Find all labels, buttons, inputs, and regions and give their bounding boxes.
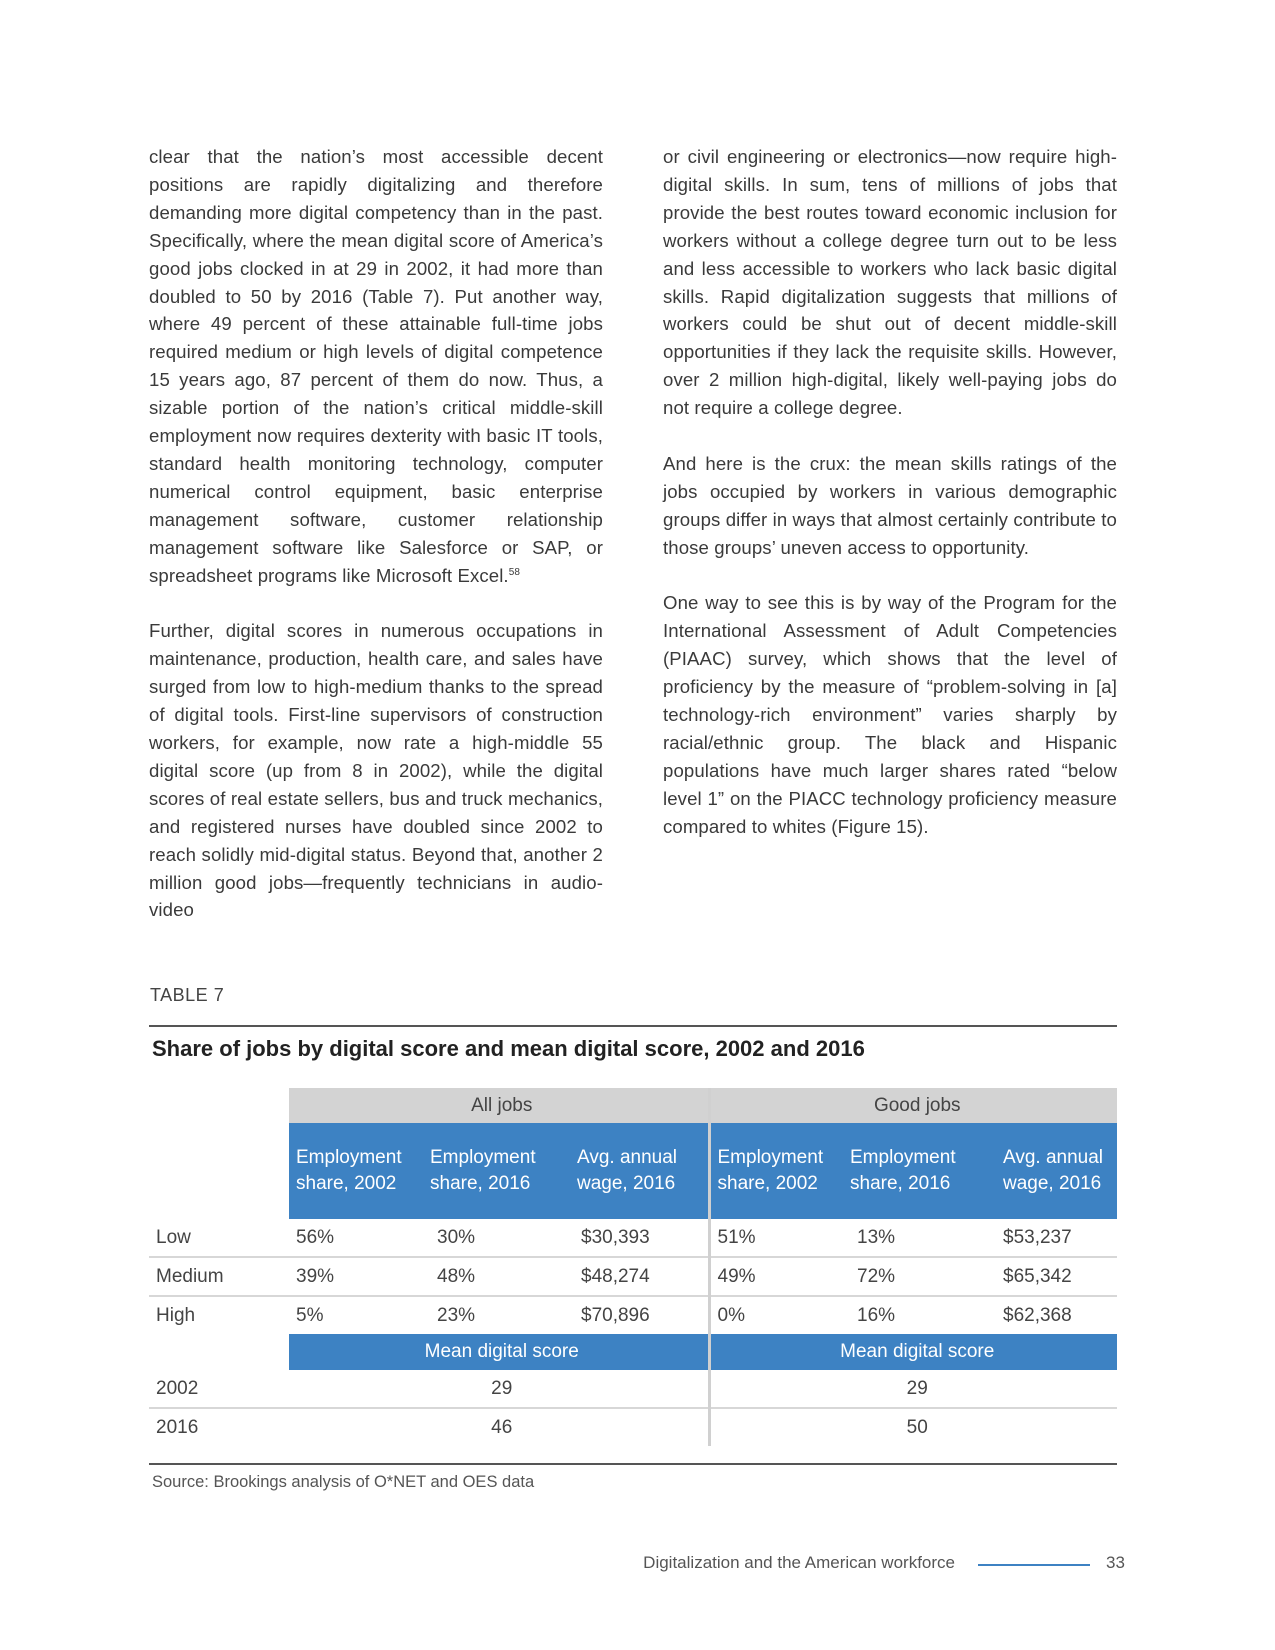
page-number: 33: [1106, 1553, 1125, 1572]
cell: 29: [289, 1370, 709, 1408]
paragraph: And here is the crux: the mean skills ratings of the jobs occupied by workers in various demographic groups differ in ways that almost certainly contribute to those groups’ uneven access to opportunity.: [663, 452, 1117, 558]
right-column: [663, 143, 1117, 869]
footnote-ref: 58: [508, 566, 521, 578]
group-header: Good jobs: [709, 1088, 1117, 1123]
cell: 72%: [843, 1257, 989, 1296]
column-header-row: [149, 1123, 1117, 1219]
table-source: Source: Brookings analysis of O*NET and OES data: [152, 1473, 535, 1491]
paragraph: [149, 143, 603, 590]
table-row: [149, 1370, 1117, 1408]
cell: $48,274: [563, 1257, 709, 1296]
column-header: Employment share, 2016: [423, 1123, 563, 1219]
footer-title: Digitalization and the American workforce: [643, 1553, 955, 1572]
cell: $65,342: [989, 1257, 1117, 1296]
table-row: [149, 1257, 1117, 1296]
mean-header: Mean digital score: [289, 1334, 709, 1370]
page-footer: [0, 1553, 1275, 1577]
cell: 46: [491, 1416, 513, 1438]
table-row: [149, 1296, 1117, 1334]
footer-rule: [978, 1564, 1090, 1566]
table-label: TABLE 7: [150, 985, 225, 1005]
cell: 50: [709, 1408, 1117, 1446]
cell: 56%: [289, 1219, 423, 1257]
cell: 49%: [709, 1257, 843, 1296]
row-label: Medium: [149, 1257, 289, 1296]
column-header: Avg. annual wage, 2016: [563, 1123, 709, 1219]
cell: $62,368: [1003, 1304, 1072, 1326]
cell: 48%: [423, 1257, 563, 1296]
data-table: [149, 1088, 1117, 1446]
row-label: Low: [149, 1219, 289, 1257]
cell: 23%: [437, 1304, 476, 1326]
cell: 0%: [709, 1296, 843, 1334]
cell: 5%: [296, 1304, 324, 1326]
row-label: 2002: [149, 1370, 289, 1408]
mean-header: Mean digital score: [709, 1334, 1117, 1370]
paragraph: One way to see this is by way of the Program for the International Assessment of Adult Competencies (PIAAC) survey, which shows that the level of proficiency by the measure of “problem-solving in [a] technology-rich environment” varies sharply by racial/ethnic group. The black and Hispanic populations have much larger shares rated “below level 1” on the PIACC technology proficiency measure compared to whites (Figure 15).: [663, 592, 1117, 837]
group-header-row: [149, 1088, 1117, 1123]
table-row: [149, 1219, 1117, 1257]
table-title: Share of jobs by digital score and mean digital score, 2002 and 2016: [152, 1036, 865, 1061]
column-header: Employment share, 2002: [289, 1123, 423, 1219]
row-label: High: [156, 1304, 196, 1326]
divider: [149, 1025, 1117, 1027]
group-header: All jobs: [289, 1088, 709, 1123]
cell: $53,237: [989, 1219, 1117, 1257]
left-column: [149, 143, 603, 952]
table-row: [149, 1408, 1117, 1446]
paragraph: or civil engineering or electronics—now require high-digital skills. In sum, tens of millions of jobs that provide the best routes toward economic inclusion for workers without a college degree turn out to be less and less accessible to workers who lack basic digital skills. Rapid digitalization suggests that millions of workers could be shut out of decent middle-skill opportunities if they lack the requisite skills. However, over 2 million high-digital, likely well-paying jobs do not require a college degree.: [663, 146, 1117, 419]
cell: 13%: [843, 1219, 989, 1257]
cell: 30%: [423, 1219, 563, 1257]
mean-header-row: [149, 1334, 1117, 1370]
column-header: Avg. annual wage, 2016: [989, 1123, 1117, 1219]
column-header: Employment share, 2016: [843, 1123, 989, 1219]
paragraph: Further, digital scores in numerous occupations in maintenance, production, health care, and sales have surged from low to high-medium thanks to the spread of digital tools. First-line supervisors of construction workers, for example, now rate a high-middle 55 digital score (up from 8 in 2002), while the digital scores of real estate sellers, bus and truck mechanics, and registered nurses have doubled since 2002 to reach solidly mid-digital status. Beyond that, another 2 million good jobs—frequently technicians in audio-video: [149, 620, 603, 921]
cell: $70,896: [581, 1304, 650, 1326]
divider: [149, 1463, 1117, 1465]
cell: $30,393: [563, 1219, 709, 1257]
cell: 51%: [709, 1219, 843, 1257]
cell: 29: [709, 1370, 1117, 1408]
paragraph-text: clear that the nation’s most accessible decent positions are rapidly digitalizing and therefore demanding more digital competency than in the past. Specifically, where the mean digital score of America’s good jobs clocked in at 29 in 2002, it had more than doubled to 50 by 2016 (Table 7). Put another way, where 49 percent of these attainable full-time jobs required medium or high levels of digital competence 15 years ago, 87 percent of them do now. Thus, a sizable portion of the nation’s critical middle-skill employment now requires dexterity with basic IT tools, standard health monitoring technology, computer numerical control equipment, basic enterprise management software, customer relationship management software like Salesforce or SAP, or spreadsheet programs like Microsoft Excel.: [149, 146, 603, 586]
cell: 16%: [857, 1304, 896, 1326]
column-header: Employment share, 2002: [709, 1123, 843, 1219]
row-label: 2016: [156, 1416, 199, 1438]
cell: 39%: [289, 1257, 423, 1296]
